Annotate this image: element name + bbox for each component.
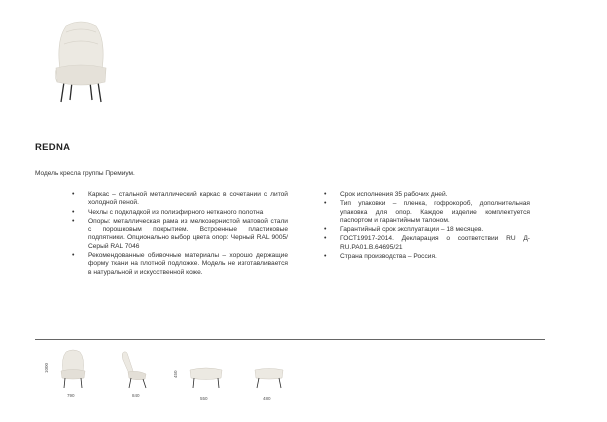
chair-photo <box>50 18 112 106</box>
dim-width-ottoman: 550 <box>200 396 208 401</box>
dim-width-front: 790 <box>67 393 75 398</box>
list-item: • Гарантийный срок эксплуатации – 18 месяцев. <box>320 226 530 234</box>
list-item: • Рекомендованные обивочные материалы – хорошо держащие форму ткани на плотной подложке. Модель не изготавливается в натуральной и искусственной коже. <box>68 252 288 277</box>
product-title: REDNA <box>35 142 71 153</box>
list-item: • Опоры: металлическая рама из мелкозернистой матовой стали с порошковым покрытием. Встроенные пластиковые подпятники. Опционально выбор цвета опор: Черный RAL 9005/ Серый RAL 7046 <box>68 218 288 251</box>
list-item: • Страна производства – Россия. <box>320 253 530 261</box>
list-item: • Чехлы с подкладкой из полиэфирного нетканого полотна <box>68 209 288 217</box>
list-item: • Тип упаковки – пленка, гофрокороб, дополнительная упаковка для опор. Каждое изделие комплектуется паспортом и гарантийным талоном. <box>320 200 530 225</box>
product-subtitle: Модель кресла группы Премиум. <box>35 170 135 177</box>
specs-right-list <box>320 191 530 262</box>
dim-depth-ottoman: 480 <box>263 396 271 401</box>
dim-height-ottoman: 450 <box>173 370 178 378</box>
ottoman-side-drawing <box>253 366 285 390</box>
chair-seat <box>56 65 106 85</box>
list-item: • Срок исполнения 35 рабочих дней. <box>320 191 530 199</box>
specs-left-list <box>68 191 288 278</box>
divider <box>35 339 545 340</box>
side-view-drawing <box>118 348 152 390</box>
ottoman-front-drawing <box>188 366 224 390</box>
list-item: • Каркас – стальной металлический каркас в сочетании с литой холодной пеной. <box>68 191 288 208</box>
dim-depth-side: 840 <box>132 393 140 398</box>
dim-height-chair: 1000 <box>44 362 49 373</box>
list-item: • ГОСТ19917-2014. Декларация о соответствии RU Д-RU.PA01.B.64695/21 <box>320 235 530 252</box>
front-view-drawing <box>58 348 88 390</box>
